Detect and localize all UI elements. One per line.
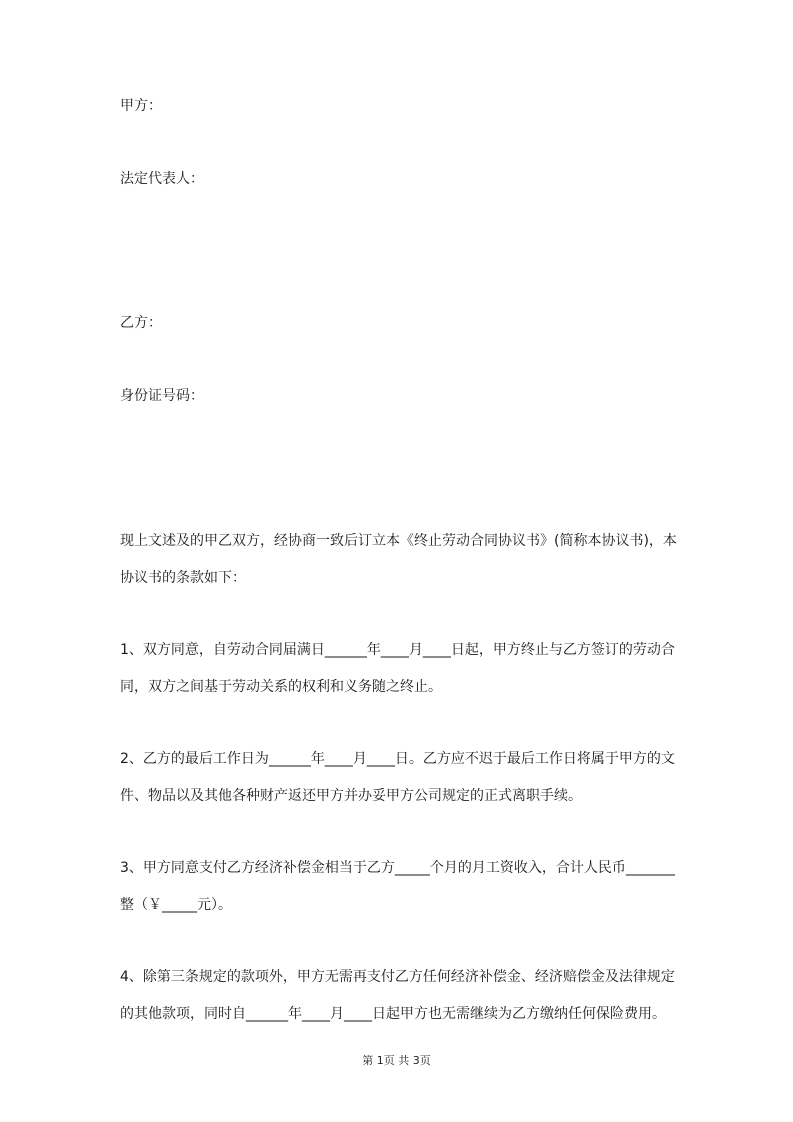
clause-4-line-1: 4、除第三条规定的款项外，甲方无需再支付乙方任何经济补偿金、经济赔偿金及法律规定 — [120, 969, 675, 985]
party-a-label: 甲方： — [120, 98, 162, 114]
intro-line-1: 现上文述及的甲乙双方，经协商一致后订立本《终止劳动合同协议书》(简称本协议书)，本 — [120, 533, 677, 549]
intro-line-2: 协议书的条款如下： — [120, 570, 246, 586]
clause-2-line-2: 件、物品以及其他各种财产返还甲方并办妥甲方公司规定的正式离职手续。 — [120, 788, 582, 804]
party-b-id-label: 身份证号码： — [120, 388, 204, 404]
clause-3-line-2: 整（￥_____元）。 — [120, 897, 232, 913]
clause-1-line-1: 1、双方同意，自劳动合同届满日______年____月____日起，甲方终止与乙方签订的劳动合 — [120, 642, 675, 658]
party-a-representative-label: 法定代表人： — [120, 171, 204, 187]
clause-3-line-1: 3、甲方同意支付乙方经济补偿金相当于乙方_____个月的月工资收入，合计人民币_______ — [120, 860, 675, 876]
party-b-label: 乙方： — [120, 315, 162, 331]
clause-4-line-2: 的其他款项，同时自______年____月____日起甲方也无需继续为乙方缴纳任何保险费用。 — [120, 1006, 666, 1022]
clause-1-line-2: 同，双方之间基于劳动关系的权利和义务随之终止。 — [120, 679, 442, 695]
clause-2-line-1: 2、乙方的最后工作日为______年____月____日。乙方应不迟于最后工作日将属于甲方的文 — [120, 751, 675, 767]
page-footer: 第 1页 共 3页 — [362, 1054, 431, 1067]
